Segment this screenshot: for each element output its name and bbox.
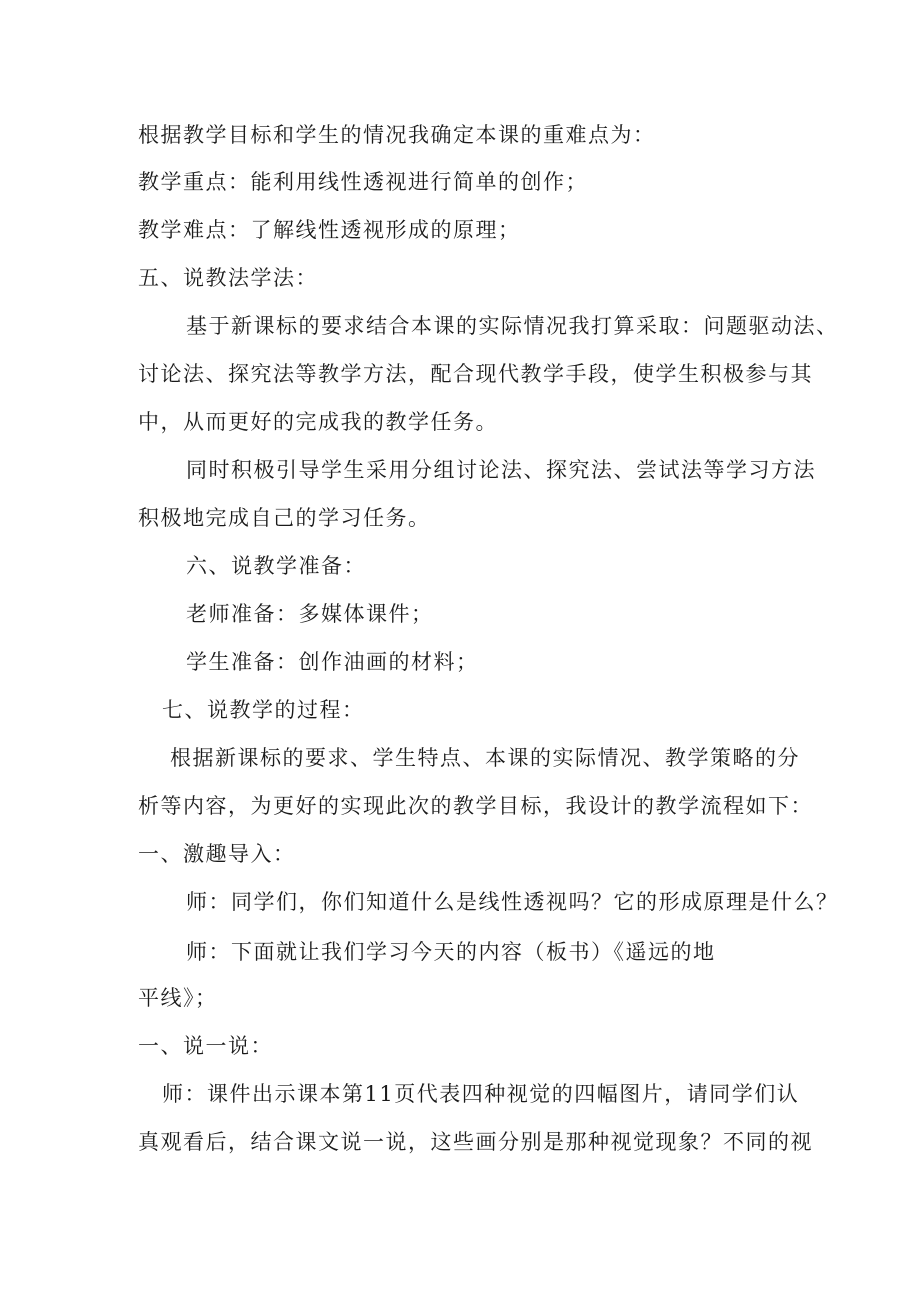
text-line-student-prep: 学生准备：创作油画的材料； (186, 650, 479, 674)
subsection-heading-intro: 一、激趣导入： (138, 842, 296, 866)
paragraph-discuss-line-1: 师：课件出示课本第11页代表四种视觉的四幅图片，请同学们认 (162, 1082, 800, 1106)
paragraph-learning-line-1: 同时积极引导学生采用分组讨论法、探究法、尝试法等学习方法 (186, 458, 816, 482)
text-line-teacher-lesson-1: 师：下面就让我们学习今天的内容（板书）《遥远的地 (186, 940, 716, 964)
section-heading-6: 六、说教学准备： (186, 554, 366, 578)
paragraph-methods-line-3: 中，从而更好的完成我的教学任务。 (138, 410, 498, 434)
paragraph-process-line-2: 析等内容，为更好的实现此次的教学目标，我设计的教学流程如下： (138, 794, 813, 818)
text-line-goal-intro: 根据教学目标和学生的情况我确定本课的重难点为： (138, 123, 656, 147)
text-line-teacher-question: 师：同学们，你们知道什么是线性透视吗？它的形成原理是什么？ (186, 890, 839, 914)
paragraph-learning-line-2: 积极地完成自己的学习任务。 (138, 506, 431, 530)
text-line-teacher-lesson-2: 平线》； (138, 986, 218, 1010)
text-line-difficult-point: 教学难点：了解线性透视形成的原理； (138, 218, 521, 242)
text-line-key-point: 教学重点：能利用线性透视进行简单的创作； (138, 170, 588, 194)
paragraph-discuss-line-2: 真观看后，结合课文说一说，这些画分别是那种视觉现象？不同的视 (138, 1130, 813, 1154)
section-heading-7: 七、说教学的过程： (162, 698, 365, 722)
paragraph-methods-line-1: 基于新课标的要求结合本课的实际情况我打算采取：问题驱动法、 (186, 314, 839, 338)
paragraph-methods-line-2: 讨论法、探究法等教学方法，配合现代教学手段，使学生积极参与其 (138, 362, 813, 386)
section-heading-5: 五、说教法学法： (138, 266, 318, 290)
text-line-teacher-prep: 老师准备：多媒体课件； (186, 602, 434, 626)
paragraph-process-line-1: 根据新课标的要求、学生特点、本课的实际情况、教学策略的分 (170, 746, 800, 770)
subsection-heading-discuss: 一、说一说： (138, 1034, 273, 1058)
